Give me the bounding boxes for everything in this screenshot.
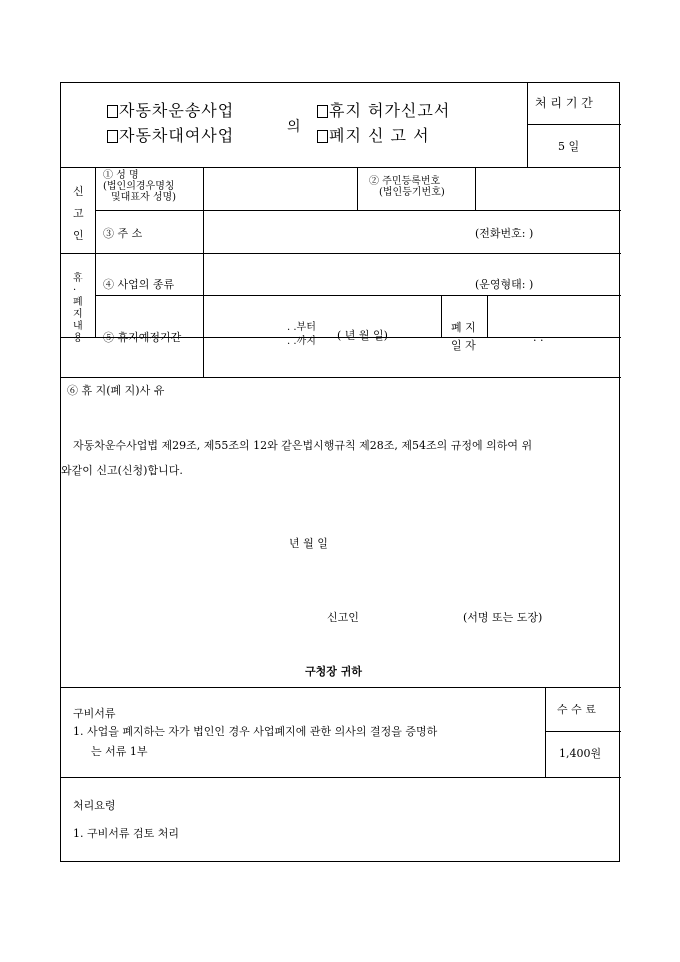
divider [61, 687, 621, 688]
header-divider [527, 83, 528, 167]
business-type-label: ④ 사업의 종류 [103, 278, 175, 291]
divider [441, 295, 442, 337]
period-from: . .부터 [287, 322, 316, 333]
title-option-closure[interactable]: 폐지 신 고 서 [317, 126, 430, 146]
name-label-sub: (법인의경우명칭 [103, 181, 175, 192]
registration-number-field[interactable] [476, 168, 620, 209]
closure-date-field[interactable] [488, 296, 620, 336]
period-span: ( 년 월 일) [337, 329, 388, 342]
fee-value: 1,400원 [559, 747, 602, 760]
name-label: ① 성 명 [103, 170, 139, 181]
closure-date-value: . . [533, 331, 544, 344]
statement-line-1: 자동차운수사업법 제29조, 제55조의 12와 같은법시행규칙 제28조, 제54조의 규정에 의하여 위 [73, 439, 533, 452]
suspension-period-field[interactable] [204, 296, 440, 336]
phone-label: (전화번호: ) [475, 227, 534, 240]
processing-label: 처리요령 [73, 799, 116, 812]
name-label-sub: 및대표자 성명) [111, 192, 177, 203]
signature-field[interactable] [371, 605, 461, 627]
fee-label: 수 수 료 [557, 703, 596, 716]
operation-type-label: (운영형태: ) [475, 278, 534, 291]
divider [61, 777, 621, 778]
applicant-section-label: 신고인 [73, 185, 84, 242]
title-option-rental[interactable]: 자동차대여사업 [107, 126, 234, 146]
address-label: ③ 주 소 [103, 227, 143, 240]
divider [61, 377, 621, 378]
documents-item-1: 1. 사업을 폐지하는 자가 법인인 경우 사업폐지에 관한 의사의 결정을 증명하 [73, 725, 438, 738]
documents-label: 구비서류 [73, 707, 116, 720]
address-field[interactable] [204, 211, 620, 252]
divider [545, 687, 546, 777]
statement-date: 년 월 일 [289, 537, 328, 550]
registration-number-label: ② 주민등록번호 [369, 176, 441, 187]
checkbox-icon[interactable] [107, 130, 118, 143]
content-section-label: 휴·폐지내용 [73, 273, 83, 344]
processing-divider [527, 124, 621, 125]
checkbox-icon[interactable] [107, 105, 118, 118]
closure-date-label-sub: 일 자 [451, 339, 476, 352]
reason-field[interactable] [204, 338, 620, 376]
processing-item-1: 1. 구비서류 검토 처리 [73, 827, 179, 840]
addressee: 구청장 귀하 [305, 665, 362, 678]
business-type-field[interactable] [204, 254, 620, 294]
documents-item-1-cont: 는 서류 1부 [91, 745, 148, 758]
processing-period-value: 5 일 [558, 140, 580, 153]
closure-date-label: 폐 지 [451, 321, 476, 334]
divider [357, 167, 358, 210]
checkbox-icon[interactable] [317, 130, 328, 143]
signature-label: (서명 또는 도장) [463, 611, 543, 624]
divider [545, 731, 621, 732]
checkbox-icon[interactable] [317, 105, 328, 118]
signer-label: 신고인 [327, 611, 359, 624]
processing-period-label: 처 리 기 간 [535, 96, 593, 110]
title-connector: 의 [287, 119, 301, 135]
title-option-transport[interactable]: 자동차운송사업 [107, 101, 234, 121]
statement-line-2: 와같이 신고(신청)합니다. [61, 464, 183, 477]
report-form [60, 82, 620, 862]
period-to: . .까지 [287, 336, 316, 347]
registration-number-label-sub: (법인등기번호) [379, 187, 445, 198]
reason-label: ⑥ 휴 지(폐 지)사 유 [67, 384, 165, 397]
title-option-suspension[interactable]: 휴지 허가신고서 [317, 101, 450, 121]
name-field[interactable] [204, 168, 356, 209]
suspension-period-label: ⑤ 휴지예정기간 [103, 331, 182, 344]
